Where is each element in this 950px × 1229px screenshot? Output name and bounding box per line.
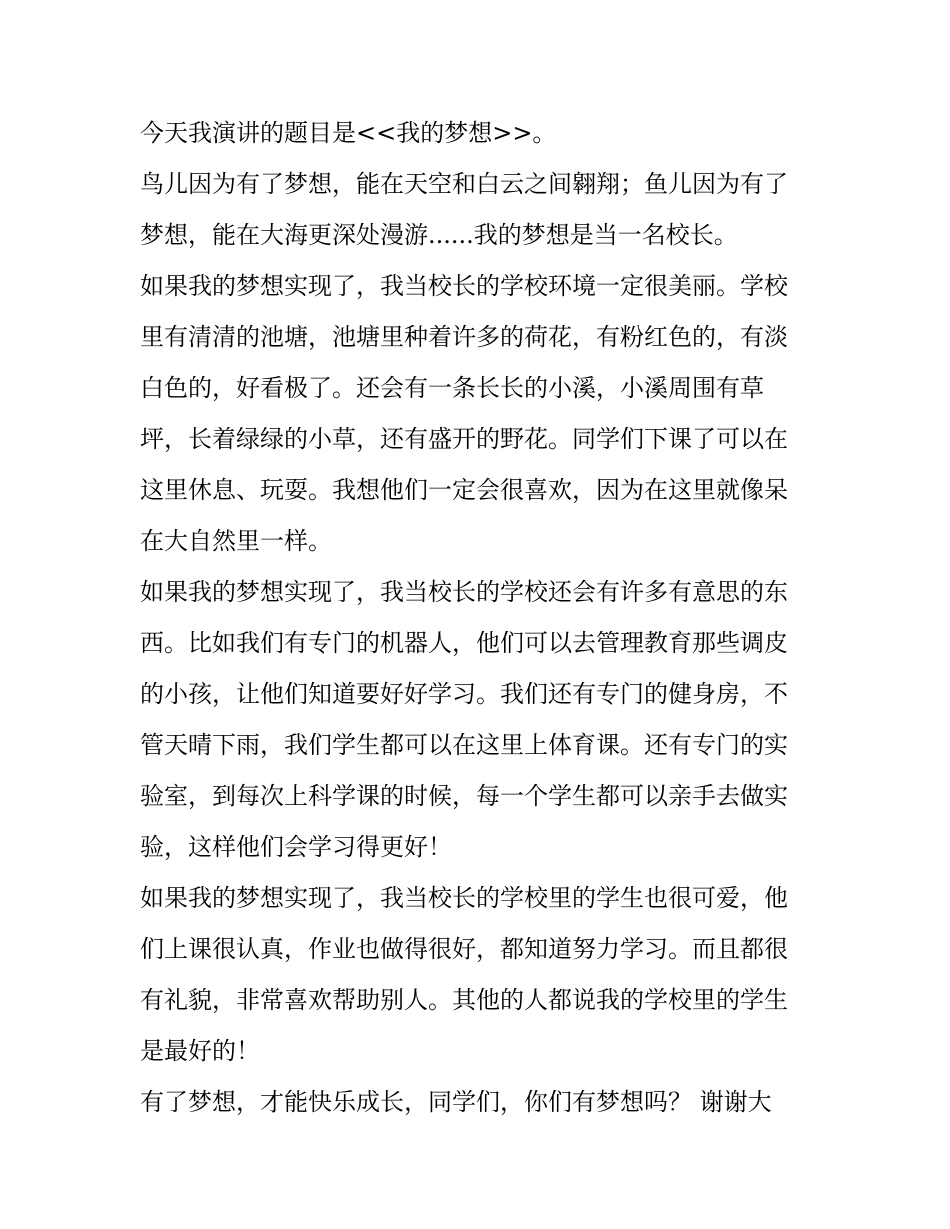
speech-text	[140, 108, 820, 1128]
text-line: 如果我的梦想实现了，我当校长的学校还会有许多有意思的东	[140, 578, 788, 606]
text-line: 的小孩，让他们知道要好好学习。我们还有专门的健身房，不	[140, 680, 788, 708]
text-line: 在大自然里一样。	[140, 527, 332, 555]
text-line-title: 今天我演讲的题目是<<我的梦想>>。	[140, 119, 557, 147]
text-line: 验，这样他们会学习得更好！	[140, 833, 452, 861]
text-line: 梦想，能在大海更深处漫游......我的梦想是当一名校长。	[140, 221, 738, 249]
text-line: 白色的，好看极了。还会有一条长长的小溪，小溪周围有草	[140, 374, 764, 402]
text-line: 鸟儿因为有了梦想，能在天空和白云之间翱翔；鱼儿因为有了	[140, 170, 788, 198]
text-line: 这里休息、玩耍。我想他们一定会很喜欢，因为在这里就像呆	[140, 476, 788, 504]
text-line: 们上课很认真，作业也做得很好，都知道努力学习。而且都很	[140, 935, 788, 963]
text-line: 里有清清的池塘，池塘里种着许多的荷花，有粉红色的，有淡	[140, 323, 788, 351]
text-line: 有了梦想，才能快乐成长，同学们，你们有梦想吗？ 谢谢大	[140, 1088, 772, 1116]
text-line: 验室，到每次上科学课的时候，每一个学生都可以亲手去做实	[140, 782, 788, 810]
text-line: 西。比如我们有专门的机器人，他们可以去管理教育那些调皮	[140, 629, 788, 657]
text-line: 如果我的梦想实现了，我当校长的学校里的学生也很可爱，他	[140, 884, 788, 912]
text-line: 管天晴下雨，我们学生都可以在这里上体育课。还有专门的实	[140, 731, 788, 759]
text-line: 是最好的！	[140, 1037, 260, 1065]
text-line: 坪，长着绿绿的小草，还有盛开的野花。同学们下课了可以在	[140, 425, 788, 453]
text-line: 有礼貌，非常喜欢帮助别人。其他的人都说我的学校里的学生	[140, 986, 788, 1014]
text-line: 如果我的梦想实现了，我当校长的学校环境一定很美丽。学校	[140, 272, 788, 300]
